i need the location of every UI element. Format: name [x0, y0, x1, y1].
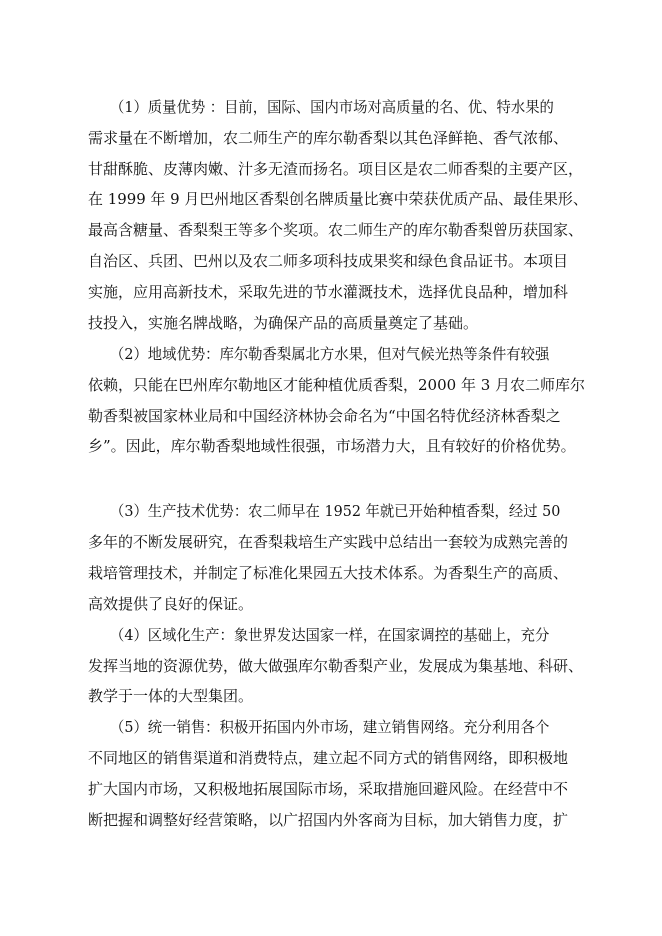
text-line: 最高含糖量、香梨梨王等多个奖项。农二师生产的库尔勒香梨曾历获国家、 [88, 221, 584, 239]
text-line: 栽培管理技术，并制定了标准化果园五大技术体系。为香梨生产的高质、 [88, 564, 569, 582]
text-line: （3）生产技术优势：农二师早在 1952 年就已开始种植香梨，经过 50 [110, 502, 561, 520]
text-line: 需求量在不断增加，农二师生产的库尔勒香梨以其色泽鲜艳、香气浓郁、 [88, 129, 569, 147]
text-line: 乡”。因此，库尔勒香梨地域性很强，市场潜力大，且有较好的价格优势。 [88, 437, 576, 455]
text-line: 教学于一体的大型集团。 [88, 687, 254, 705]
text-line: （5）统一销售：积极开拓国内外市场，建立销售网络。充分利用各个 [110, 718, 550, 736]
text-line: 断把握和调整好经营策略，以广招国内外客商为目标，加大销售力度，扩 [88, 811, 569, 829]
text-line: 不同地区的销售渠道和消费特点，建立起不同方式的销售网络，即积极地 [88, 749, 569, 767]
text-line: 高效提供了良好的保证。 [88, 595, 254, 613]
text-line: 实施，应用高新技术，采取先进的节水灌溉技术，选择优良品种，增加科 [88, 283, 569, 301]
text-line: （4）区域化生产：象世界发达国家一样，在国家调控的基础上，充分 [110, 626, 550, 644]
text-line: 自治区、兵团、巴州以及农二师多项科技成果奖和绿色食品证书。本项目 [88, 252, 569, 270]
text-line: 依赖，只能在巴州库尔勒地区才能种植优质香梨，2000 年 3 月农二师库尔 [88, 376, 586, 394]
text-line: 勒香梨被国家林业局和中国经济林协会命名为“中国名特优经济林香梨之 [88, 407, 561, 425]
text-line: 在 1999 年 9 月巴州地区香梨创名牌质量比赛中荣获优质产品、最佳果形、 [88, 190, 588, 208]
text-line: 甘甜酥脆、皮薄肉嫩、汁多无渣而扬名。项目区是农二师香梨的主要产区， [88, 160, 584, 178]
text-line: 发挥当地的资源优势，做大做强库尔勒香梨产业，发展成为集基地、科研、 [88, 657, 584, 675]
text-line: （2）地域优势：库尔勒香梨属北方水果，但对气候光热等条件有较强 [110, 345, 550, 363]
text-line: 技投入，实施名牌战略，为确保产品的高质量奠定了基础。 [88, 314, 479, 332]
text-line: 扩大国内市场，又积极地拓展国际市场，采取措施回避风险。在经营中不 [88, 780, 569, 798]
text-line: 多年的不断发展研究，在香梨栽培生产实践中总结出一套较为成熟完善的 [88, 533, 569, 551]
text-line: （1）质量优势 ：目前，国际、国内市场对高质量的名、优、特水果的 [110, 98, 554, 116]
